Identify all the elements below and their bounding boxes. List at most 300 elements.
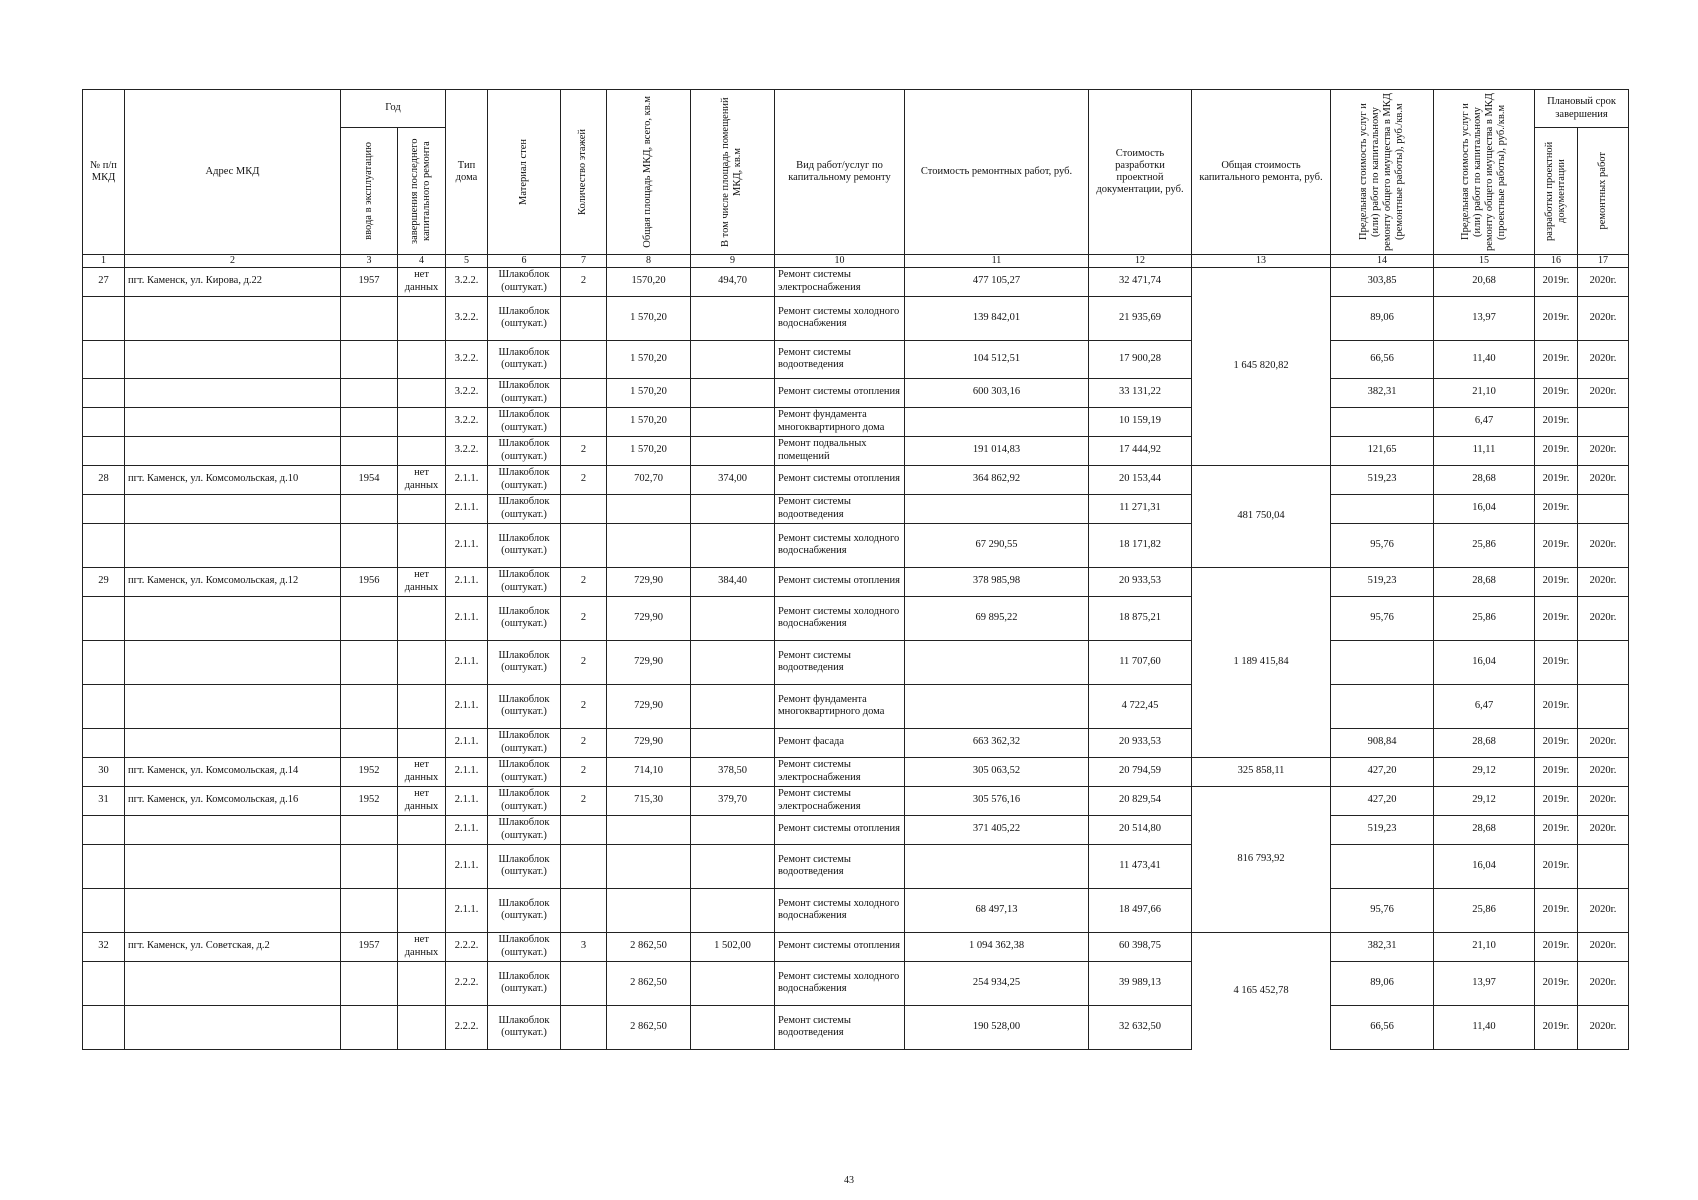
cell-mkd-number xyxy=(83,340,125,378)
cell-address xyxy=(125,961,341,1005)
cell-work-type: Ремонт системы электроснабжения xyxy=(775,757,905,786)
cell-work-type: Ремонт системы отопления xyxy=(775,567,905,596)
cell-floors: 3 xyxy=(561,932,607,961)
cell-floors: 2 xyxy=(561,596,607,640)
table-row xyxy=(83,888,1629,932)
cell-year-built: 1956 xyxy=(341,567,398,596)
cell-design-cost: 20 933,53 xyxy=(1089,728,1192,757)
cell-max-cost-repair: 427,20 xyxy=(1331,757,1434,786)
cell-deadline-repair xyxy=(1578,844,1629,888)
cell-repair-cost: 305 063,52 xyxy=(905,757,1089,786)
cell-work-type: Ремонт подвальных помещений xyxy=(775,436,905,465)
cell-max-cost-design: 16,04 xyxy=(1434,494,1535,523)
cell-address xyxy=(125,844,341,888)
cell-mkd-number xyxy=(83,961,125,1005)
table-row xyxy=(83,465,1629,494)
cell-max-cost-design: 21,10 xyxy=(1434,932,1535,961)
column-number: 11 xyxy=(905,255,1089,268)
page-number: 43 xyxy=(844,1175,854,1186)
cell-deadline-repair: 2020г. xyxy=(1578,436,1629,465)
cell-address xyxy=(125,815,341,844)
column-number: 15 xyxy=(1434,255,1535,268)
cell-mkd-number xyxy=(83,436,125,465)
cell-year-last-repair xyxy=(398,728,446,757)
cell-year-last-repair xyxy=(398,888,446,932)
cell-repair-cost xyxy=(905,494,1089,523)
cell-design-cost: 18 875,21 xyxy=(1089,596,1192,640)
cell-deadline-design: 2019г. xyxy=(1535,494,1578,523)
cell-year-last-repair: нет данных xyxy=(398,567,446,596)
cell-deadline-repair: 2020г. xyxy=(1578,888,1629,932)
cell-floors xyxy=(561,407,607,436)
cell-deadline-design: 2019г. xyxy=(1535,567,1578,596)
cell-year-built xyxy=(341,340,398,378)
cell-total-area: 729,90 xyxy=(607,728,691,757)
cell-wall-material: Шлакоблок (оштукат.) xyxy=(488,786,561,815)
cell-design-cost: 17 900,28 xyxy=(1089,340,1192,378)
cell-year-built xyxy=(341,640,398,684)
table-row xyxy=(83,296,1629,340)
cell-floors xyxy=(561,296,607,340)
cell-deadline-repair: 2020г. xyxy=(1578,786,1629,815)
cell-mkd-number xyxy=(83,844,125,888)
cell-mkd-number xyxy=(83,1005,125,1049)
cell-mkd-number: 28 xyxy=(83,465,125,494)
table-row xyxy=(83,436,1629,465)
cell-floors: 2 xyxy=(561,757,607,786)
cell-floors: 2 xyxy=(561,267,607,296)
cell-house-type: 2.1.1. xyxy=(446,888,488,932)
cell-repair-cost: 67 290,55 xyxy=(905,523,1089,567)
cell-floors xyxy=(561,340,607,378)
cell-premises-area xyxy=(691,296,775,340)
cell-year-last-repair: нет данных xyxy=(398,757,446,786)
cell-floors xyxy=(561,815,607,844)
cell-premises-area xyxy=(691,961,775,1005)
cell-mkd-number xyxy=(83,378,125,407)
cell-mkd-number xyxy=(83,296,125,340)
cell-wall-material: Шлакоблок (оштукат.) xyxy=(488,436,561,465)
cell-design-cost: 60 398,75 xyxy=(1089,932,1192,961)
cell-max-cost-repair: 89,06 xyxy=(1331,961,1434,1005)
cell-max-cost-repair: 89,06 xyxy=(1331,296,1434,340)
cell-year-built: 1952 xyxy=(341,786,398,815)
column-number: 12 xyxy=(1089,255,1192,268)
cell-premises-area: 384,40 xyxy=(691,567,775,596)
column-number-row xyxy=(83,255,1629,268)
cell-max-cost-repair: 121,65 xyxy=(1331,436,1434,465)
cell-max-cost-design: 21,10 xyxy=(1434,378,1535,407)
cell-floors xyxy=(561,494,607,523)
cell-mkd-number xyxy=(83,728,125,757)
cell-total-area: 702,70 xyxy=(607,465,691,494)
cell-year-built xyxy=(341,596,398,640)
cell-max-cost-repair: 95,76 xyxy=(1331,888,1434,932)
cell-wall-material: Шлакоблок (оштукат.) xyxy=(488,757,561,786)
cell-year-last-repair xyxy=(398,523,446,567)
cell-max-cost-repair: 66,56 xyxy=(1331,340,1434,378)
cell-address: пгт. Каменск, ул. Кирова, д.22 xyxy=(125,267,341,296)
header-floors: Количество этажей xyxy=(561,90,607,255)
cell-max-cost-design: 11,40 xyxy=(1434,1005,1535,1049)
cell-house-type: 2.1.1. xyxy=(446,596,488,640)
cell-deadline-design: 2019г. xyxy=(1535,436,1578,465)
cell-repair-cost: 69 895,22 xyxy=(905,596,1089,640)
cell-deadline-repair xyxy=(1578,684,1629,728)
cell-total-area: 715,30 xyxy=(607,786,691,815)
cell-floors xyxy=(561,523,607,567)
cell-design-cost: 10 159,19 xyxy=(1089,407,1192,436)
cell-year-last-repair xyxy=(398,596,446,640)
cell-year-built xyxy=(341,815,398,844)
cell-design-cost: 20 514,80 xyxy=(1089,815,1192,844)
cell-year-last-repair: нет данных xyxy=(398,267,446,296)
cell-max-cost-design: 6,47 xyxy=(1434,684,1535,728)
cell-total-area: 1 570,20 xyxy=(607,378,691,407)
cell-wall-material: Шлакоблок (оштукат.) xyxy=(488,728,561,757)
cell-max-cost-design: 13,97 xyxy=(1434,961,1535,1005)
cell-max-cost-design: 29,12 xyxy=(1434,786,1535,815)
cell-house-type: 3.2.2. xyxy=(446,296,488,340)
table-body xyxy=(83,267,1629,1049)
cell-address xyxy=(125,523,341,567)
table-row xyxy=(83,815,1629,844)
cell-total-area: 1 570,20 xyxy=(607,407,691,436)
cell-year-last-repair xyxy=(398,961,446,1005)
cell-deadline-repair: 2020г. xyxy=(1578,340,1629,378)
cell-repair-cost: 663 362,32 xyxy=(905,728,1089,757)
cell-repair-cost xyxy=(905,640,1089,684)
cell-work-type: Ремонт системы холодного водоснабжения xyxy=(775,888,905,932)
cell-work-type: Ремонт фасада xyxy=(775,728,905,757)
cell-wall-material: Шлакоблок (оштукат.) xyxy=(488,340,561,378)
cell-total-area: 2 862,50 xyxy=(607,932,691,961)
cell-design-cost: 20 933,53 xyxy=(1089,567,1192,596)
cell-premises-area: 494,70 xyxy=(691,267,775,296)
cell-year-built xyxy=(341,844,398,888)
cell-address: пгт. Каменск, ул. Советская, д.2 xyxy=(125,932,341,961)
cell-house-type: 2.1.1. xyxy=(446,523,488,567)
cell-wall-material: Шлакоблок (оштукат.) xyxy=(488,465,561,494)
cell-year-last-repair: нет данных xyxy=(398,932,446,961)
cell-address xyxy=(125,494,341,523)
cell-total-area: 714,10 xyxy=(607,757,691,786)
cell-total-area: 1 570,20 xyxy=(607,436,691,465)
cell-house-type: 2.2.2. xyxy=(446,961,488,1005)
cell-year-last-repair xyxy=(398,436,446,465)
cell-premises-area xyxy=(691,844,775,888)
header-year: Год xyxy=(341,90,446,128)
cell-address xyxy=(125,888,341,932)
cell-wall-material: Шлакоблок (оштукат.) xyxy=(488,815,561,844)
table-row xyxy=(83,267,1629,296)
cell-wall-material: Шлакоблок (оштукат.) xyxy=(488,596,561,640)
cell-year-last-repair: нет данных xyxy=(398,465,446,494)
cell-deadline-design: 2019г. xyxy=(1535,465,1578,494)
cell-deadline-repair: 2020г. xyxy=(1578,567,1629,596)
cell-work-type: Ремонт системы холодного водоснабжения xyxy=(775,296,905,340)
cell-max-cost-design: 20,68 xyxy=(1434,267,1535,296)
cell-year-last-repair xyxy=(398,815,446,844)
cell-max-cost-design: 25,86 xyxy=(1434,888,1535,932)
column-number: 17 xyxy=(1578,255,1629,268)
cell-max-cost-repair: 66,56 xyxy=(1331,1005,1434,1049)
cell-premises-area xyxy=(691,815,775,844)
cell-deadline-repair: 2020г. xyxy=(1578,596,1629,640)
cell-year-last-repair xyxy=(398,340,446,378)
cell-work-type: Ремонт системы отопления xyxy=(775,932,905,961)
cell-design-cost: 18 171,82 xyxy=(1089,523,1192,567)
cell-floors xyxy=(561,961,607,1005)
cell-design-cost: 11 271,31 xyxy=(1089,494,1192,523)
cell-premises-area xyxy=(691,640,775,684)
cell-premises-area xyxy=(691,888,775,932)
cell-total-cost: 4 165 452,78 xyxy=(1192,932,1331,1049)
cell-max-cost-design: 11,40 xyxy=(1434,340,1535,378)
cell-deadline-repair: 2020г. xyxy=(1578,378,1629,407)
cell-wall-material: Шлакоблок (оштукат.) xyxy=(488,640,561,684)
cell-house-type: 2.1.1. xyxy=(446,494,488,523)
cell-design-cost: 32 471,74 xyxy=(1089,267,1192,296)
column-number: 3 xyxy=(341,255,398,268)
cell-total-area xyxy=(607,494,691,523)
cell-repair-cost: 68 497,13 xyxy=(905,888,1089,932)
table-row xyxy=(83,494,1629,523)
cell-year-built: 1957 xyxy=(341,267,398,296)
column-number: 5 xyxy=(446,255,488,268)
cell-max-cost-repair: 427,20 xyxy=(1331,786,1434,815)
table-row xyxy=(83,684,1629,728)
cell-address xyxy=(125,640,341,684)
cell-repair-cost xyxy=(905,844,1089,888)
table-row xyxy=(83,844,1629,888)
cell-house-type: 2.1.1. xyxy=(446,815,488,844)
cell-max-cost-design: 29,12 xyxy=(1434,757,1535,786)
header-address: Адрес МКД xyxy=(125,90,341,255)
cell-deadline-design: 2019г. xyxy=(1535,267,1578,296)
cell-house-type: 2.1.1. xyxy=(446,640,488,684)
cell-deadline-design: 2019г. xyxy=(1535,786,1578,815)
cell-house-type: 3.2.2. xyxy=(446,436,488,465)
cell-wall-material: Шлакоблок (оштукат.) xyxy=(488,407,561,436)
header-total-area: Общая площадь МКД, всего, кв.м xyxy=(607,90,691,255)
cell-max-cost-repair: 519,23 xyxy=(1331,567,1434,596)
cell-premises-area: 378,50 xyxy=(691,757,775,786)
cell-year-built xyxy=(341,296,398,340)
cell-work-type: Ремонт системы отопления xyxy=(775,378,905,407)
header-house-type: Тип дома xyxy=(446,90,488,255)
header-deadline-repair: ремонтных работ xyxy=(1578,128,1629,255)
cell-total-area: 729,90 xyxy=(607,684,691,728)
column-number: 13 xyxy=(1192,255,1331,268)
cell-year-last-repair xyxy=(398,844,446,888)
table-row xyxy=(83,757,1629,786)
cell-total-cost: 816 793,92 xyxy=(1192,786,1331,932)
cell-address: пгт. Каменск, ул. Комсомольская, д.14 xyxy=(125,757,341,786)
header-year-last-repair: завершения последнего капитального ремонта xyxy=(398,128,446,255)
cell-design-cost: 39 989,13 xyxy=(1089,961,1192,1005)
cell-total-area: 2 862,50 xyxy=(607,1005,691,1049)
cell-premises-area xyxy=(691,436,775,465)
cell-mkd-number xyxy=(83,640,125,684)
cell-total-area: 729,90 xyxy=(607,567,691,596)
cell-house-type: 2.1.1. xyxy=(446,465,488,494)
column-number: 1 xyxy=(83,255,125,268)
table-row xyxy=(83,728,1629,757)
cell-total-area xyxy=(607,815,691,844)
cell-address xyxy=(125,684,341,728)
cell-wall-material: Шлакоблок (оштукат.) xyxy=(488,378,561,407)
cell-year-built xyxy=(341,961,398,1005)
table-row xyxy=(83,786,1629,815)
cell-house-type: 3.2.2. xyxy=(446,378,488,407)
cell-premises-area: 374,00 xyxy=(691,465,775,494)
cell-design-cost: 11 707,60 xyxy=(1089,640,1192,684)
cell-mkd-number xyxy=(83,523,125,567)
cell-wall-material: Шлакоблок (оштукат.) xyxy=(488,523,561,567)
cell-deadline-design: 2019г. xyxy=(1535,815,1578,844)
cell-deadline-design: 2019г. xyxy=(1535,340,1578,378)
cell-repair-cost: 254 934,25 xyxy=(905,961,1089,1005)
cell-design-cost: 33 131,22 xyxy=(1089,378,1192,407)
cell-address xyxy=(125,340,341,378)
header-max-cost-repair: Предельная стоимость услуг и (или) работ по капитальному ремонту общего имущества в МКД (ремонтные работы), руб./кв.м xyxy=(1331,90,1434,255)
cell-deadline-design: 2019г. xyxy=(1535,888,1578,932)
cell-mkd-number xyxy=(83,815,125,844)
cell-repair-cost: 364 862,92 xyxy=(905,465,1089,494)
cell-total-cost: 481 750,04 xyxy=(1192,465,1331,567)
cell-total-area: 1 570,20 xyxy=(607,340,691,378)
cell-house-type: 2.2.2. xyxy=(446,1005,488,1049)
cell-deadline-repair: 2020г. xyxy=(1578,296,1629,340)
cell-max-cost-design: 16,04 xyxy=(1434,640,1535,684)
cell-wall-material: Шлакоблок (оштукат.) xyxy=(488,684,561,728)
column-number: 9 xyxy=(691,255,775,268)
cell-year-built xyxy=(341,523,398,567)
cell-total-cost: 1 645 820,82 xyxy=(1192,267,1331,465)
cell-address xyxy=(125,1005,341,1049)
cell-year-built: 1957 xyxy=(341,932,398,961)
cell-max-cost-design: 13,97 xyxy=(1434,296,1535,340)
cell-max-cost-design: 25,86 xyxy=(1434,523,1535,567)
cell-max-cost-design: 11,11 xyxy=(1434,436,1535,465)
cell-year-built xyxy=(341,728,398,757)
cell-total-area: 2 862,50 xyxy=(607,961,691,1005)
header-num: № п/п МКД xyxy=(83,90,125,255)
cell-premises-area xyxy=(691,684,775,728)
cell-max-cost-repair: 95,76 xyxy=(1331,523,1434,567)
cell-floors: 2 xyxy=(561,728,607,757)
cell-deadline-repair: 2020г. xyxy=(1578,815,1629,844)
cell-work-type: Ремонт системы водоотведения xyxy=(775,1005,905,1049)
cell-total-area: 1570,20 xyxy=(607,267,691,296)
cell-mkd-number: 32 xyxy=(83,932,125,961)
cell-work-type: Ремонт системы холодного водоснабжения xyxy=(775,523,905,567)
cell-floors xyxy=(561,378,607,407)
cell-floors: 2 xyxy=(561,436,607,465)
cell-address: пгт. Каменск, ул. Комсомольская, д.10 xyxy=(125,465,341,494)
cell-premises-area xyxy=(691,1005,775,1049)
cell-deadline-design: 2019г. xyxy=(1535,1005,1578,1049)
cell-wall-material: Шлакоблок (оштукат.) xyxy=(488,1005,561,1049)
cell-repair-cost: 139 842,01 xyxy=(905,296,1089,340)
cell-max-cost-design: 28,68 xyxy=(1434,567,1535,596)
cell-work-type: Ремонт системы водоотведения xyxy=(775,844,905,888)
cell-mkd-number: 29 xyxy=(83,567,125,596)
header-design-cost: Стоимость разработки проектной документации, руб. xyxy=(1089,90,1192,255)
cell-design-cost: 32 632,50 xyxy=(1089,1005,1192,1049)
cell-premises-area: 379,70 xyxy=(691,786,775,815)
cell-total-cost: 1 189 415,84 xyxy=(1192,567,1331,757)
cell-deadline-repair: 2020г. xyxy=(1578,465,1629,494)
capital-repair-table xyxy=(82,89,1629,1050)
cell-wall-material: Шлакоблок (оштукат.) xyxy=(488,932,561,961)
cell-wall-material: Шлакоблок (оштукат.) xyxy=(488,888,561,932)
cell-design-cost: 18 497,66 xyxy=(1089,888,1192,932)
cell-address xyxy=(125,728,341,757)
cell-work-type: Ремонт системы электроснабжения xyxy=(775,267,905,296)
cell-floors: 2 xyxy=(561,786,607,815)
cell-wall-material: Шлакоблок (оштукат.) xyxy=(488,494,561,523)
cell-house-type: 3.2.2. xyxy=(446,267,488,296)
column-number: 8 xyxy=(607,255,691,268)
cell-design-cost: 20 829,54 xyxy=(1089,786,1192,815)
cell-deadline-design: 2019г. xyxy=(1535,961,1578,1005)
cell-mkd-number xyxy=(83,407,125,436)
cell-work-type: Ремонт системы отопления xyxy=(775,815,905,844)
cell-deadline-repair xyxy=(1578,407,1629,436)
cell-total-area: 1 570,20 xyxy=(607,296,691,340)
cell-address xyxy=(125,596,341,640)
cell-premises-area xyxy=(691,494,775,523)
cell-premises-area xyxy=(691,523,775,567)
column-number: 14 xyxy=(1331,255,1434,268)
cell-work-type: Ремонт системы водоотведения xyxy=(775,494,905,523)
cell-deadline-design: 2019г. xyxy=(1535,296,1578,340)
cell-premises-area xyxy=(691,728,775,757)
cell-repair-cost: 600 303,16 xyxy=(905,378,1089,407)
table-row xyxy=(83,932,1629,961)
cell-work-type: Ремонт системы электроснабжения xyxy=(775,786,905,815)
cell-year-last-repair xyxy=(398,378,446,407)
cell-premises-area xyxy=(691,340,775,378)
cell-address xyxy=(125,436,341,465)
cell-work-type: Ремонт системы холодного водоснабжения xyxy=(775,961,905,1005)
cell-year-built xyxy=(341,494,398,523)
cell-total-area xyxy=(607,888,691,932)
cell-year-built xyxy=(341,407,398,436)
header-premises-area: В том числе площадь помещений МКД, кв.м xyxy=(691,90,775,255)
cell-address: пгт. Каменск, ул. Комсомольская, д.12 xyxy=(125,567,341,596)
cell-design-cost: 20 794,59 xyxy=(1089,757,1192,786)
column-number: 16 xyxy=(1535,255,1578,268)
cell-premises-area xyxy=(691,378,775,407)
cell-repair-cost xyxy=(905,407,1089,436)
cell-deadline-design: 2019г. xyxy=(1535,728,1578,757)
cell-repair-cost: 305 576,16 xyxy=(905,786,1089,815)
table-row xyxy=(83,567,1629,596)
table-row xyxy=(83,378,1629,407)
table-row xyxy=(83,340,1629,378)
cell-mkd-number xyxy=(83,596,125,640)
cell-house-type: 2.1.1. xyxy=(446,844,488,888)
table-row xyxy=(83,961,1629,1005)
cell-work-type: Ремонт системы водоотведения xyxy=(775,640,905,684)
cell-deadline-design: 2019г. xyxy=(1535,684,1578,728)
cell-address xyxy=(125,407,341,436)
cell-wall-material: Шлакоблок (оштукат.) xyxy=(488,567,561,596)
cell-repair-cost: 378 985,98 xyxy=(905,567,1089,596)
